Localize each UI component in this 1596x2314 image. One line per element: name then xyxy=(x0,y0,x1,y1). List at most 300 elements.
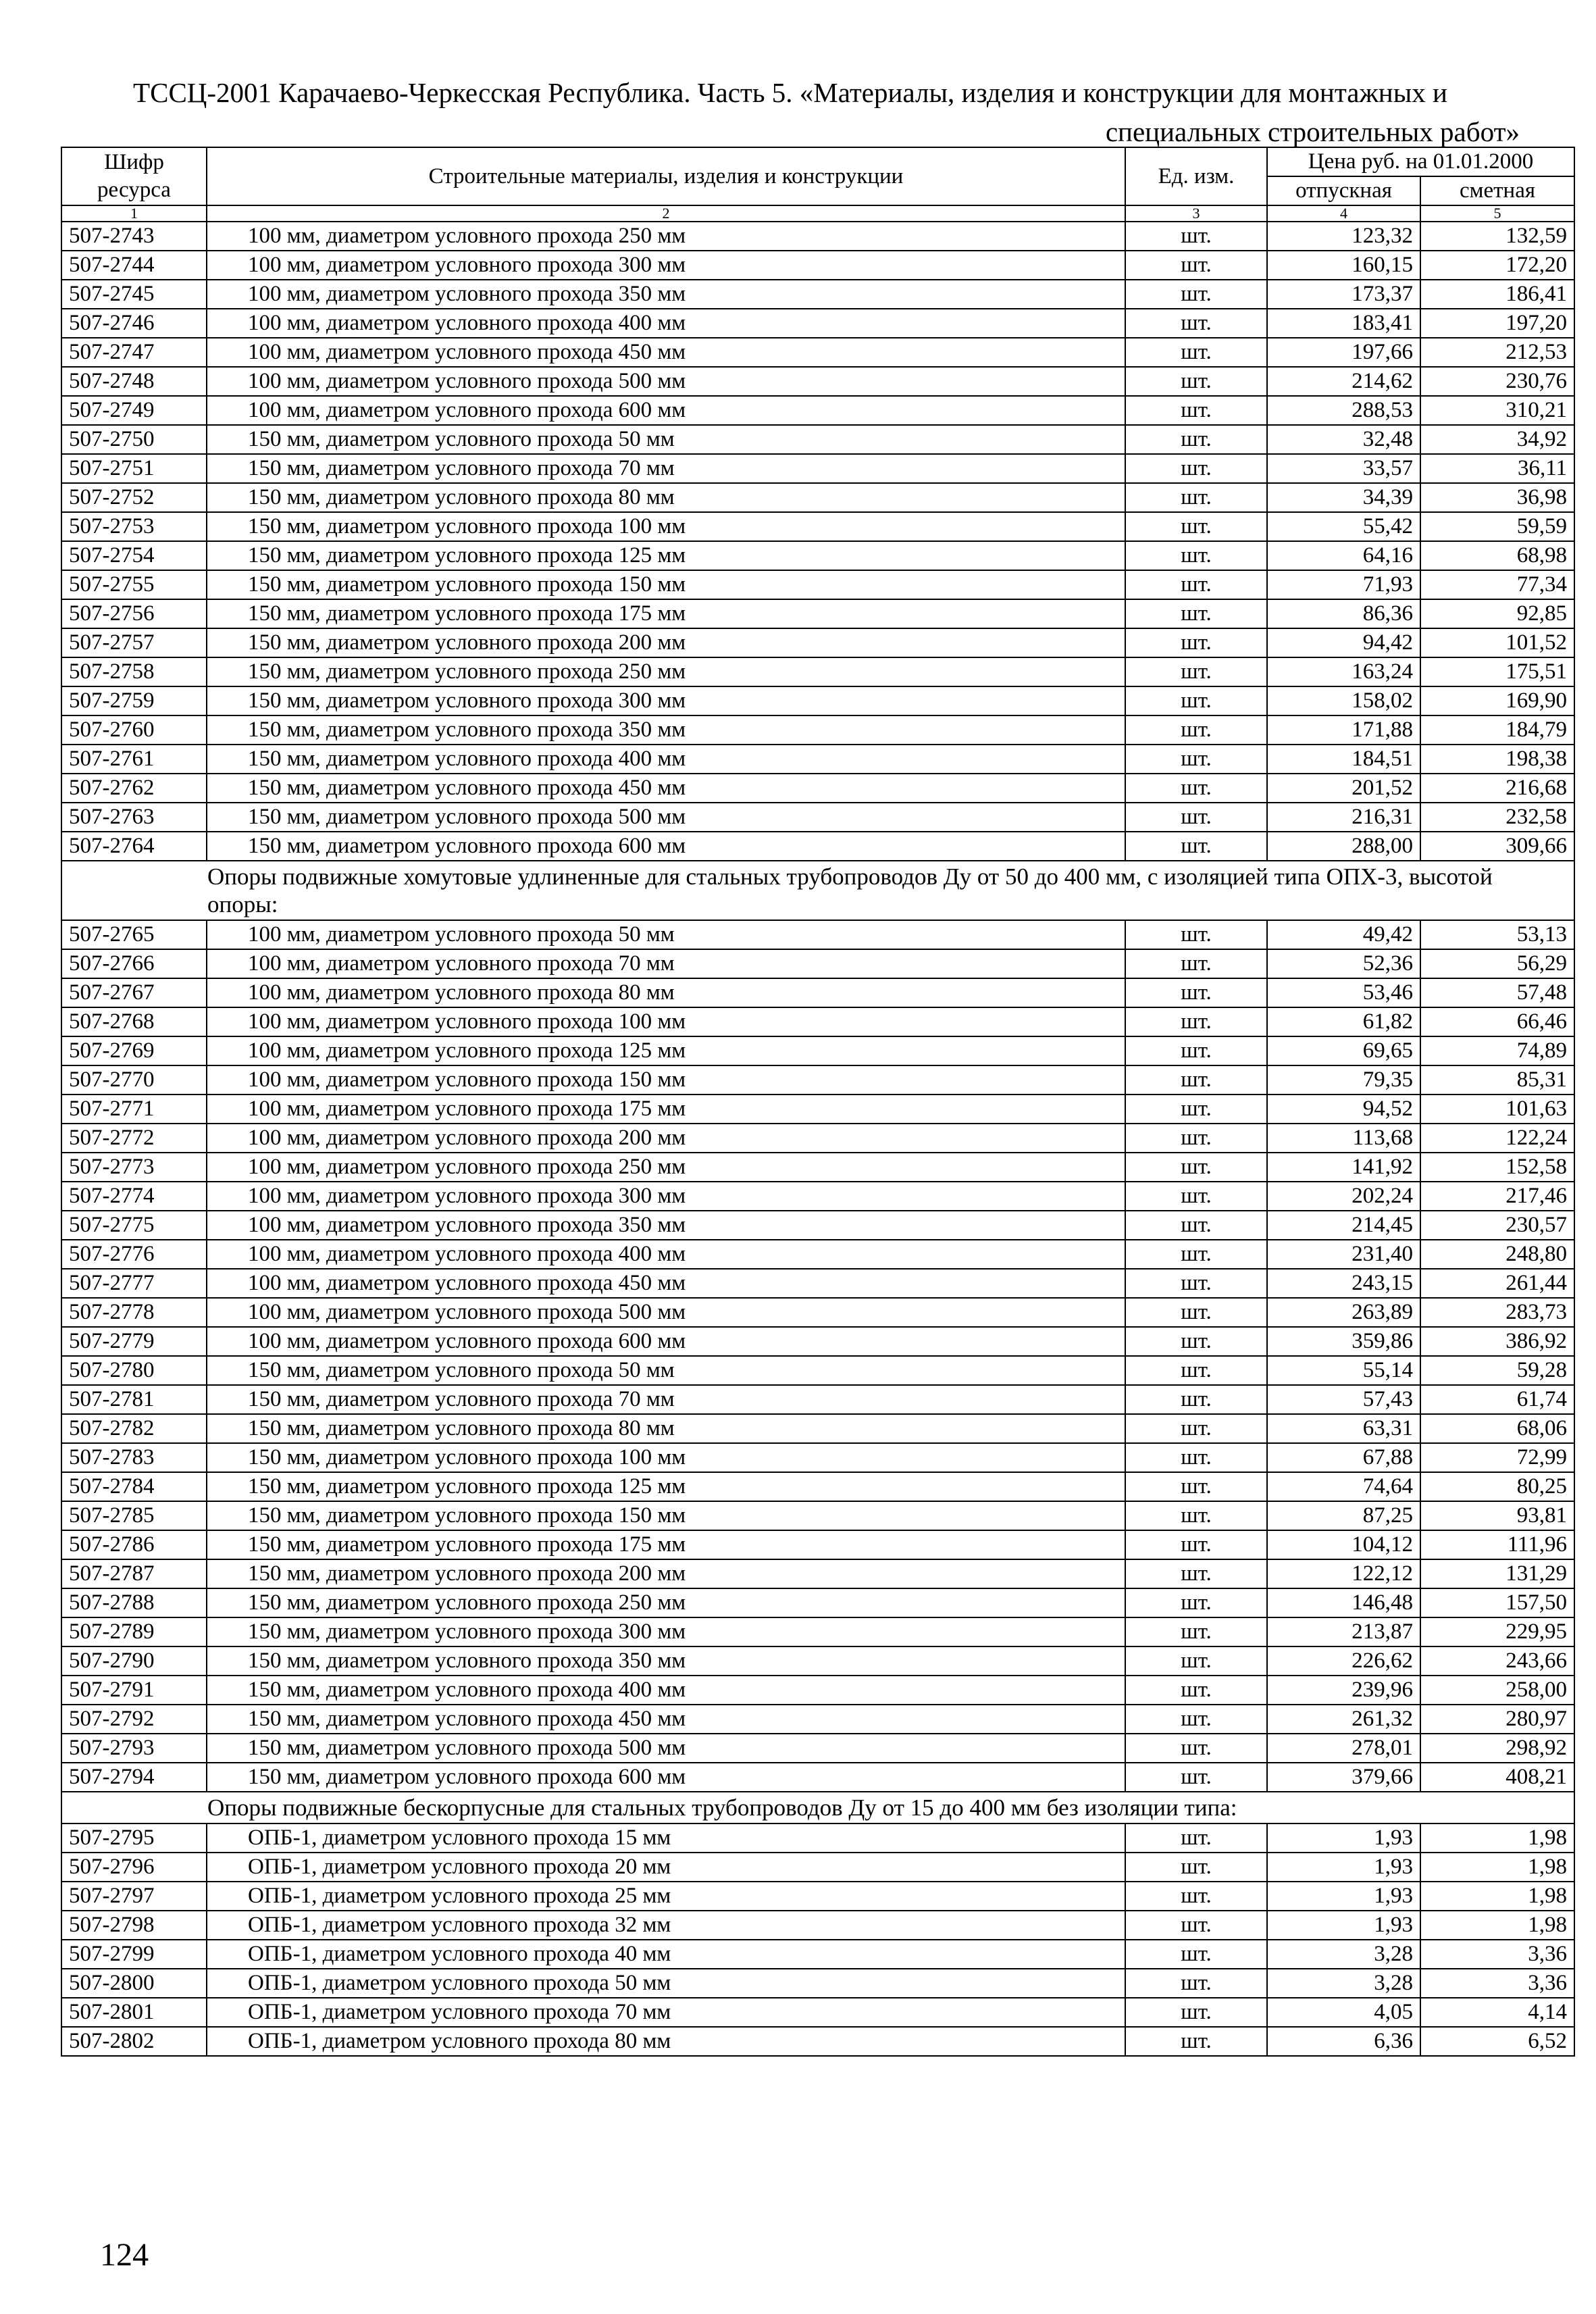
estimate-price: 230,76 xyxy=(1420,367,1574,396)
estimate-price: 243,66 xyxy=(1420,1646,1574,1676)
table-row xyxy=(61,686,1574,715)
resource-code: 507-2779 xyxy=(61,1327,207,1356)
header-name: Строительные материалы, изделия и конструкции xyxy=(207,147,1125,205)
table-row xyxy=(61,949,1574,978)
release-price: 243,15 xyxy=(1267,1269,1420,1298)
table-row xyxy=(61,1153,1574,1182)
header-num-2: 2 xyxy=(207,205,1125,222)
resource-name: 100 мм, диаметром условного прохода 400 мм xyxy=(207,309,1125,338)
resource-name: 100 мм, диаметром условного прохода 400 мм xyxy=(207,1240,1125,1269)
release-price: 158,02 xyxy=(1267,686,1420,715)
resource-name: 100 мм, диаметром условного прохода 125 мм xyxy=(207,1036,1125,1065)
estimate-price: 229,95 xyxy=(1420,1617,1574,1646)
release-price: 1,93 xyxy=(1267,1882,1420,1911)
table-row xyxy=(61,978,1574,1007)
unit: шт. xyxy=(1125,1969,1267,1998)
estimate-price: 386,92 xyxy=(1420,1327,1574,1356)
table-row xyxy=(61,1617,1574,1646)
resource-code: 507-2760 xyxy=(61,715,207,745)
section-heading: Опоры подвижные хомутовые удлиненные для стальных трубопроводов Ду от 50 до 400 мм, с изоляцией типа ОПХ-3, высотой опоры: xyxy=(61,861,1574,920)
unit: шт. xyxy=(1125,1414,1267,1443)
resource-code: 507-2758 xyxy=(61,657,207,686)
release-price: 32,48 xyxy=(1267,425,1420,454)
unit: шт. xyxy=(1125,541,1267,570)
release-price: 74,64 xyxy=(1267,1472,1420,1501)
release-price: 214,45 xyxy=(1267,1211,1420,1240)
header-num-4: 4 xyxy=(1267,205,1420,222)
release-price: 113,68 xyxy=(1267,1124,1420,1153)
table-row xyxy=(61,1007,1574,1036)
table-row xyxy=(61,1472,1574,1501)
resource-name: ОПБ-1, диаметром условного прохода 15 мм xyxy=(207,1823,1125,1853)
estimate-price: 258,00 xyxy=(1420,1676,1574,1705)
table-row xyxy=(61,570,1574,599)
resource-name: ОПБ-1, диаметром условного прохода 25 мм xyxy=(207,1882,1125,1911)
release-price: 202,24 xyxy=(1267,1182,1420,1211)
resource-code: 507-2802 xyxy=(61,2027,207,2056)
unit: шт. xyxy=(1125,1940,1267,1969)
resource-code: 507-2786 xyxy=(61,1530,207,1559)
release-price: 94,42 xyxy=(1267,628,1420,657)
release-price: 239,96 xyxy=(1267,1676,1420,1705)
release-price: 3,28 xyxy=(1267,1969,1420,1998)
table-row xyxy=(61,541,1574,570)
resource-code: 507-2748 xyxy=(61,367,207,396)
release-price: 123,32 xyxy=(1267,222,1420,251)
resource-name: 150 мм, диаметром условного прохода 600 мм xyxy=(207,832,1125,861)
resource-name: 100 мм, диаметром условного прохода 500 мм xyxy=(207,1298,1125,1327)
header-num-5: 5 xyxy=(1420,205,1574,222)
estimate-price: 111,96 xyxy=(1420,1530,1574,1559)
resource-code: 507-2747 xyxy=(61,338,207,367)
resource-name: 150 мм, диаметром условного прохода 100 мм xyxy=(207,1443,1125,1472)
resource-code: 507-2762 xyxy=(61,774,207,803)
unit: шт. xyxy=(1125,1269,1267,1298)
estimate-price: 6,52 xyxy=(1420,2027,1574,2056)
estimate-price: 408,21 xyxy=(1420,1763,1574,1792)
section-heading: Опоры подвижные бескорпусные для стальных трубопроводов Ду от 15 до 400 мм без изоляции типа: xyxy=(61,1792,1574,1823)
resource-name: 150 мм, диаметром условного прохода 125 мм xyxy=(207,541,1125,570)
resource-code: 507-2772 xyxy=(61,1124,207,1153)
header-num-3: 3 xyxy=(1125,205,1267,222)
resource-code: 507-2755 xyxy=(61,570,207,599)
resource-code: 507-2789 xyxy=(61,1617,207,1646)
resource-name: ОПБ-1, диаметром условного прохода 80 мм xyxy=(207,2027,1125,2056)
estimate-price: 72,99 xyxy=(1420,1443,1574,1472)
unit: шт. xyxy=(1125,657,1267,686)
resource-name: 150 мм, диаметром условного прохода 50 мм xyxy=(207,1356,1125,1385)
release-price: 226,62 xyxy=(1267,1646,1420,1676)
estimate-price: 132,59 xyxy=(1420,222,1574,251)
table-row xyxy=(61,1588,1574,1617)
release-price: 359,86 xyxy=(1267,1327,1420,1356)
resource-code: 507-2771 xyxy=(61,1095,207,1124)
table-row xyxy=(61,338,1574,367)
resource-code: 507-2792 xyxy=(61,1705,207,1734)
estimate-price: 93,81 xyxy=(1420,1501,1574,1530)
resource-code: 507-2768 xyxy=(61,1007,207,1036)
table-row xyxy=(61,1269,1574,1298)
estimate-price: 169,90 xyxy=(1420,686,1574,715)
resource-name: 100 мм, диаметром условного прохода 300 мм xyxy=(207,1182,1125,1211)
estimate-price: 1,98 xyxy=(1420,1853,1574,1882)
unit: шт. xyxy=(1125,1501,1267,1530)
unit: шт. xyxy=(1125,222,1267,251)
table-row xyxy=(61,745,1574,774)
release-price: 61,82 xyxy=(1267,1007,1420,1036)
estimate-price: 92,85 xyxy=(1420,599,1574,628)
table-row xyxy=(61,920,1574,949)
release-price: 71,93 xyxy=(1267,570,1420,599)
resource-name: 150 мм, диаметром условного прохода 400 мм xyxy=(207,1676,1125,1705)
release-price: 4,05 xyxy=(1267,1998,1420,2027)
release-price: 63,31 xyxy=(1267,1414,1420,1443)
release-price: 231,40 xyxy=(1267,1240,1420,1269)
unit: шт. xyxy=(1125,1853,1267,1882)
resource-name: 150 мм, диаметром условного прохода 400 мм xyxy=(207,745,1125,774)
table-row xyxy=(61,1356,1574,1385)
resource-name: 150 мм, диаметром условного прохода 70 мм xyxy=(207,1385,1125,1414)
table-row xyxy=(61,367,1574,396)
estimate-price: 212,53 xyxy=(1420,338,1574,367)
resource-name: 150 мм, диаметром условного прохода 70 мм xyxy=(207,454,1125,483)
resource-name: 150 мм, диаметром условного прохода 200 мм xyxy=(207,628,1125,657)
resource-code: 507-2750 xyxy=(61,425,207,454)
estimate-price: 298,92 xyxy=(1420,1734,1574,1763)
resource-code: 507-2787 xyxy=(61,1559,207,1588)
unit: шт. xyxy=(1125,309,1267,338)
unit: шт. xyxy=(1125,483,1267,512)
estimate-price: 152,58 xyxy=(1420,1153,1574,1182)
unit: шт. xyxy=(1125,1998,1267,2027)
estimate-price: 232,58 xyxy=(1420,803,1574,832)
resource-code: 507-2754 xyxy=(61,541,207,570)
resource-code: 507-2743 xyxy=(61,222,207,251)
resource-name: 150 мм, диаметром условного прохода 175 мм xyxy=(207,599,1125,628)
title-line-1: ТССЦ-2001 Карачаево-Черкесская Республика. Часть 5. «Материалы, изделия и конструкции для монтажных и xyxy=(133,77,1447,108)
resource-name: 100 мм, диаметром условного прохода 250 мм xyxy=(207,1153,1125,1182)
table-row xyxy=(61,599,1574,628)
table-row xyxy=(61,774,1574,803)
unit: шт. xyxy=(1125,396,1267,425)
table-row xyxy=(61,2027,1574,2056)
resource-code: 507-2746 xyxy=(61,309,207,338)
table-row xyxy=(61,1998,1574,2027)
release-price: 379,66 xyxy=(1267,1763,1420,1792)
table-row xyxy=(61,396,1574,425)
unit: шт. xyxy=(1125,1617,1267,1646)
table-row xyxy=(61,1240,1574,1269)
release-price: 263,89 xyxy=(1267,1298,1420,1327)
table-row xyxy=(61,1124,1574,1153)
resource-name: 100 мм, диаметром условного прохода 150 мм xyxy=(207,1065,1125,1095)
table-row xyxy=(61,1882,1574,1911)
estimate-price: 57,48 xyxy=(1420,978,1574,1007)
header-price: Цена руб. на 01.01.2000 xyxy=(1267,147,1574,176)
section-heading-row xyxy=(61,861,1574,920)
release-price: 3,28 xyxy=(1267,1940,1420,1969)
release-price: 146,48 xyxy=(1267,1588,1420,1617)
estimate-price: 68,06 xyxy=(1420,1414,1574,1443)
resource-code: 507-2765 xyxy=(61,920,207,949)
table-row xyxy=(61,1763,1574,1792)
release-price: 201,52 xyxy=(1267,774,1420,803)
table-row xyxy=(61,425,1574,454)
table-row xyxy=(61,1734,1574,1763)
estimate-price: 36,98 xyxy=(1420,483,1574,512)
unit: шт. xyxy=(1125,1007,1267,1036)
unit: шт. xyxy=(1125,280,1267,309)
release-price: 160,15 xyxy=(1267,251,1420,280)
table-row xyxy=(61,1823,1574,1853)
header-release: отпускная xyxy=(1267,176,1420,205)
resource-code: 507-2784 xyxy=(61,1472,207,1501)
release-price: 163,24 xyxy=(1267,657,1420,686)
table-row xyxy=(61,1559,1574,1588)
unit: шт. xyxy=(1125,745,1267,774)
resource-code: 507-2753 xyxy=(61,512,207,541)
header-estimate: сметная xyxy=(1420,176,1574,205)
page-number: 124 xyxy=(100,2237,149,2273)
release-price: 86,36 xyxy=(1267,599,1420,628)
estimate-price: 36,11 xyxy=(1420,454,1574,483)
resource-code: 507-2751 xyxy=(61,454,207,483)
section-heading-row xyxy=(61,1792,1574,1823)
estimate-price: 59,28 xyxy=(1420,1356,1574,1385)
unit: шт. xyxy=(1125,1676,1267,1705)
resource-code: 507-2749 xyxy=(61,396,207,425)
unit: шт. xyxy=(1125,1734,1267,1763)
resource-code: 507-2801 xyxy=(61,1998,207,2027)
table-row xyxy=(61,1676,1574,1705)
resource-code: 507-2767 xyxy=(61,978,207,1007)
resource-name: 100 мм, диаметром условного прохода 500 мм xyxy=(207,367,1125,396)
release-price: 79,35 xyxy=(1267,1065,1420,1095)
estimate-price: 230,57 xyxy=(1420,1211,1574,1240)
resource-code: 507-2791 xyxy=(61,1676,207,1705)
estimate-price: 172,20 xyxy=(1420,251,1574,280)
table-row xyxy=(61,222,1574,251)
table-row xyxy=(61,1298,1574,1327)
unit: шт. xyxy=(1125,628,1267,657)
table-row xyxy=(61,1705,1574,1734)
table-row xyxy=(61,1211,1574,1240)
table-row xyxy=(61,1969,1574,1998)
unit: шт. xyxy=(1125,686,1267,715)
table-row xyxy=(61,1414,1574,1443)
table-row xyxy=(61,483,1574,512)
unit: шт. xyxy=(1125,1240,1267,1269)
release-price: 53,46 xyxy=(1267,978,1420,1007)
resource-name: 100 мм, диаметром условного прохода 450 мм xyxy=(207,1269,1125,1298)
resource-code: 507-2796 xyxy=(61,1853,207,1882)
release-price: 69,65 xyxy=(1267,1036,1420,1065)
unit: шт. xyxy=(1125,251,1267,280)
resource-code: 507-2761 xyxy=(61,745,207,774)
resource-code: 507-2745 xyxy=(61,280,207,309)
release-price: 104,12 xyxy=(1267,1530,1420,1559)
resource-code: 507-2782 xyxy=(61,1414,207,1443)
resource-code: 507-2780 xyxy=(61,1356,207,1385)
table-row xyxy=(61,1385,1574,1414)
release-price: 94,52 xyxy=(1267,1095,1420,1124)
resource-name: ОПБ-1, диаметром условного прохода 20 мм xyxy=(207,1853,1125,1882)
estimate-price: 56,29 xyxy=(1420,949,1574,978)
release-price: 55,42 xyxy=(1267,512,1420,541)
release-price: 184,51 xyxy=(1267,745,1420,774)
resource-code: 507-2781 xyxy=(61,1385,207,1414)
estimate-price: 186,41 xyxy=(1420,280,1574,309)
estimate-price: 1,98 xyxy=(1420,1823,1574,1853)
resource-name: 150 мм, диаметром условного прохода 150 мм xyxy=(207,1501,1125,1530)
resource-name: 100 мм, диаметром условного прохода 300 мм xyxy=(207,251,1125,280)
resource-name: 150 мм, диаметром условного прохода 150 мм xyxy=(207,570,1125,599)
resource-name: 100 мм, диаметром условного прохода 175 мм xyxy=(207,1095,1125,1124)
header-unit: Ед. изм. xyxy=(1125,147,1267,205)
resource-code: 507-2790 xyxy=(61,1646,207,1676)
estimate-price: 101,52 xyxy=(1420,628,1574,657)
resource-name: 150 мм, диаметром условного прохода 250 мм xyxy=(207,657,1125,686)
unit: шт. xyxy=(1125,1646,1267,1676)
unit: шт. xyxy=(1125,1472,1267,1501)
resource-name: 150 мм, диаметром условного прохода 250 мм xyxy=(207,1588,1125,1617)
resource-code: 507-2770 xyxy=(61,1065,207,1095)
release-price: 122,12 xyxy=(1267,1559,1420,1588)
estimate-price: 283,73 xyxy=(1420,1298,1574,1327)
resource-name: 150 мм, диаметром условного прохода 450 мм xyxy=(207,1705,1125,1734)
unit: шт. xyxy=(1125,570,1267,599)
resource-name: 150 мм, диаметром условного прохода 500 мм xyxy=(207,1734,1125,1763)
unit: шт. xyxy=(1125,2027,1267,2056)
header-code: Шифр ресурса xyxy=(61,147,207,205)
resource-name: 100 мм, диаметром условного прохода 80 мм xyxy=(207,978,1125,1007)
unit: шт. xyxy=(1125,1823,1267,1853)
unit: шт. xyxy=(1125,978,1267,1007)
unit: шт. xyxy=(1125,1182,1267,1211)
estimate-price: 101,63 xyxy=(1420,1095,1574,1124)
table-row xyxy=(61,803,1574,832)
release-price: 288,53 xyxy=(1267,396,1420,425)
estimate-price: 77,34 xyxy=(1420,570,1574,599)
resource-code: 507-2764 xyxy=(61,832,207,861)
unit: шт. xyxy=(1125,1705,1267,1734)
release-price: 171,88 xyxy=(1267,715,1420,745)
resource-code: 507-2793 xyxy=(61,1734,207,1763)
resource-name: 100 мм, диаметром условного прохода 200 мм xyxy=(207,1124,1125,1153)
estimate-price: 66,46 xyxy=(1420,1007,1574,1036)
estimate-price: 85,31 xyxy=(1420,1065,1574,1095)
resource-name: 100 мм, диаметром условного прохода 50 мм xyxy=(207,920,1125,949)
estimate-price: 4,14 xyxy=(1420,1998,1574,2027)
table-row xyxy=(61,251,1574,280)
estimate-price: 59,59 xyxy=(1420,512,1574,541)
unit: шт. xyxy=(1125,1211,1267,1240)
release-price: 183,41 xyxy=(1267,309,1420,338)
table-row xyxy=(61,657,1574,686)
resource-code: 507-2799 xyxy=(61,1940,207,1969)
estimate-price: 198,38 xyxy=(1420,745,1574,774)
table-row xyxy=(61,280,1574,309)
resource-name: 150 мм, диаметром условного прохода 500 мм xyxy=(207,803,1125,832)
resource-code: 507-2778 xyxy=(61,1298,207,1327)
estimate-price: 216,68 xyxy=(1420,774,1574,803)
release-price: 1,93 xyxy=(1267,1823,1420,1853)
estimate-price: 1,98 xyxy=(1420,1882,1574,1911)
estimate-price: 310,21 xyxy=(1420,396,1574,425)
resource-name: 150 мм, диаметром условного прохода 80 мм xyxy=(207,1414,1125,1443)
unit: шт. xyxy=(1125,1356,1267,1385)
resource-name: 150 мм, диаметром условного прохода 80 мм xyxy=(207,483,1125,512)
table-row xyxy=(61,1036,1574,1065)
resource-name: 100 мм, диаметром условного прохода 600 мм xyxy=(207,396,1125,425)
resource-code: 507-2785 xyxy=(61,1501,207,1530)
table-row xyxy=(61,309,1574,338)
resource-name: 150 мм, диаметром условного прохода 600 мм xyxy=(207,1763,1125,1792)
estimate-price: 3,36 xyxy=(1420,1969,1574,1998)
resource-code: 507-2797 xyxy=(61,1882,207,1911)
estimate-price: 261,44 xyxy=(1420,1269,1574,1298)
resource-name: 150 мм, диаметром условного прохода 350 мм xyxy=(207,715,1125,745)
estimate-price: 61,74 xyxy=(1420,1385,1574,1414)
release-price: 214,62 xyxy=(1267,367,1420,396)
estimate-price: 217,46 xyxy=(1420,1182,1574,1211)
resource-name: 100 мм, диаметром условного прохода 250 мм xyxy=(207,222,1125,251)
resource-name: 150 мм, диаметром условного прохода 450 мм xyxy=(207,774,1125,803)
unit: шт. xyxy=(1125,1153,1267,1182)
resource-name: 100 мм, диаметром условного прохода 100 мм xyxy=(207,1007,1125,1036)
resource-code: 507-2794 xyxy=(61,1763,207,1792)
resource-name: ОПБ-1, диаметром условного прохода 32 мм xyxy=(207,1911,1125,1940)
resource-code: 507-2769 xyxy=(61,1036,207,1065)
unit: шт. xyxy=(1125,803,1267,832)
release-price: 6,36 xyxy=(1267,2027,1420,2056)
unit: шт. xyxy=(1125,1385,1267,1414)
unit: шт. xyxy=(1125,1095,1267,1124)
table-row xyxy=(61,1940,1574,1969)
resource-name: 150 мм, диаметром условного прохода 175 мм xyxy=(207,1530,1125,1559)
resource-name: 150 мм, диаметром условного прохода 50 мм xyxy=(207,425,1125,454)
resource-name: ОПБ-1, диаметром условного прохода 40 мм xyxy=(207,1940,1125,1969)
table-row xyxy=(61,1443,1574,1472)
resource-code: 507-2800 xyxy=(61,1969,207,1998)
release-price: 261,32 xyxy=(1267,1705,1420,1734)
resource-name: 100 мм, диаметром условного прохода 70 мм xyxy=(207,949,1125,978)
estimate-price: 80,25 xyxy=(1420,1472,1574,1501)
unit: шт. xyxy=(1125,1882,1267,1911)
unit: шт. xyxy=(1125,425,1267,454)
release-price: 216,31 xyxy=(1267,803,1420,832)
resource-name: 150 мм, диаметром условного прохода 300 мм xyxy=(207,1617,1125,1646)
release-price: 34,39 xyxy=(1267,483,1420,512)
estimate-price: 157,50 xyxy=(1420,1588,1574,1617)
estimate-price: 53,13 xyxy=(1420,920,1574,949)
resource-code: 507-2798 xyxy=(61,1911,207,1940)
table-row xyxy=(61,1501,1574,1530)
table-row xyxy=(61,832,1574,861)
table-header xyxy=(61,147,1574,222)
release-price: 1,93 xyxy=(1267,1911,1420,1940)
unit: шт. xyxy=(1125,367,1267,396)
estimate-price: 122,24 xyxy=(1420,1124,1574,1153)
unit: шт. xyxy=(1125,1530,1267,1559)
header-num-1: 1 xyxy=(61,205,207,222)
unit: шт. xyxy=(1125,454,1267,483)
table-row xyxy=(61,1853,1574,1882)
table-body xyxy=(61,222,1574,2056)
unit: шт. xyxy=(1125,832,1267,861)
unit: шт. xyxy=(1125,774,1267,803)
resource-code: 507-2774 xyxy=(61,1182,207,1211)
